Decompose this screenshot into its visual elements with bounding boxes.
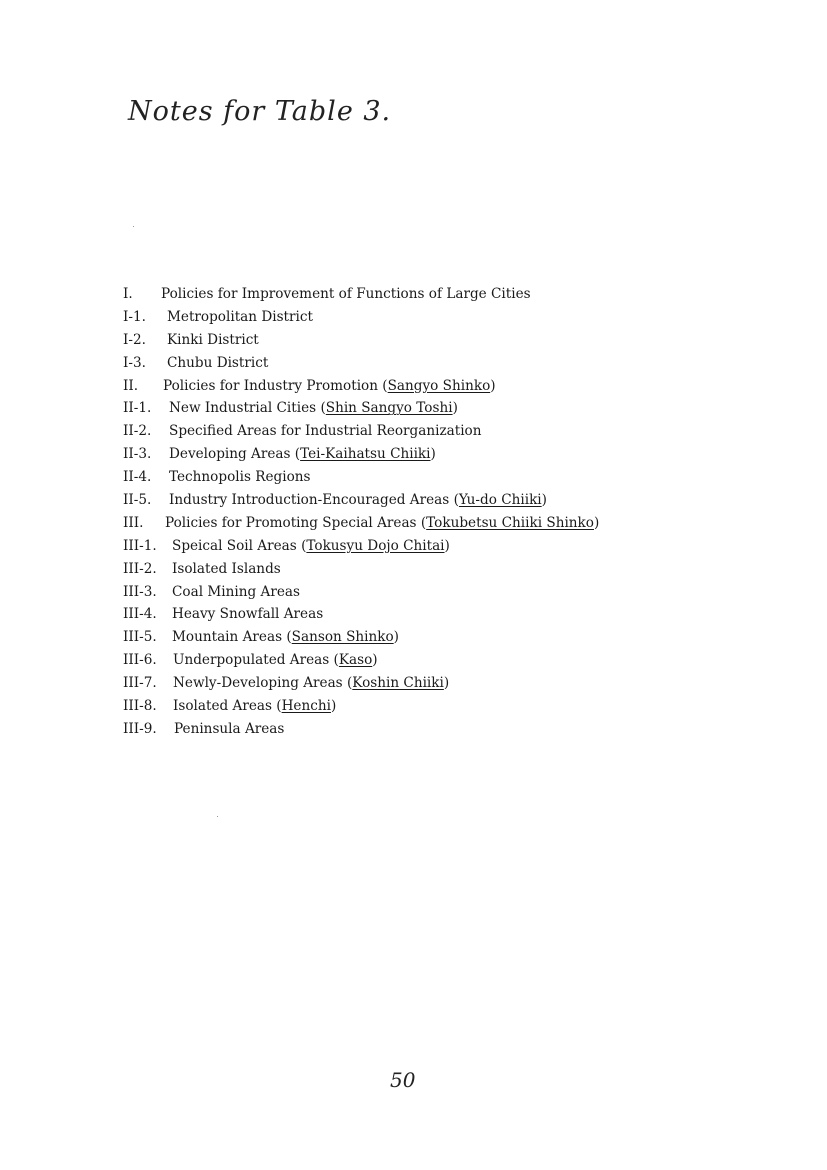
note-item bbox=[123, 672, 450, 695]
note-text: Technopolis Regions bbox=[169, 469, 311, 486]
note-code: II. bbox=[123, 377, 139, 394]
scan-speck bbox=[217, 816, 218, 817]
note-code: I-3. bbox=[123, 354, 146, 371]
note-code: III-1. bbox=[123, 537, 157, 554]
note-item bbox=[123, 283, 531, 306]
note-code: III-9. bbox=[123, 720, 157, 737]
note-code: II-5. bbox=[123, 492, 152, 509]
japanese-term: Sanson Shinko bbox=[291, 629, 394, 646]
note-text: Kinki District bbox=[167, 331, 259, 348]
note-item bbox=[123, 329, 259, 352]
note-item bbox=[123, 352, 269, 375]
note-text: Developing Areas (Tei-Kaihatsu Chiiki) bbox=[169, 446, 436, 463]
note-text: Chubu District bbox=[167, 354, 269, 371]
note-code: II-4. bbox=[123, 469, 152, 486]
note-code: II-3. bbox=[123, 446, 152, 463]
page-title: Notes for Table 3. bbox=[128, 96, 392, 127]
japanese-term: Henchi bbox=[281, 698, 331, 715]
note-text: Policies for Industry Promotion (Sangyo Shinko) bbox=[163, 377, 496, 394]
note-text: Coal Mining Areas bbox=[172, 583, 300, 600]
page-number: 50 bbox=[390, 1068, 416, 1092]
note-item bbox=[123, 397, 458, 420]
note-item bbox=[123, 558, 281, 581]
note-code: III-5. bbox=[123, 629, 157, 646]
note-text: Metropolitan District bbox=[167, 308, 313, 325]
note-code: II-2. bbox=[123, 423, 152, 440]
japanese-term: Shin Sangyo Toshi bbox=[325, 400, 453, 417]
note-code: III-3. bbox=[123, 583, 157, 600]
note-item bbox=[123, 649, 378, 672]
note-code: I. bbox=[123, 286, 133, 302]
note-item bbox=[123, 626, 399, 649]
japanese-term: Kaso bbox=[338, 652, 373, 669]
note-item bbox=[123, 306, 313, 329]
note-text: Heavy Snowfall Areas bbox=[172, 606, 324, 623]
note-text: Policies for Promoting Special Areas (Tokubetsu Chiiki Shinko) bbox=[165, 514, 600, 531]
scan-speck bbox=[133, 226, 134, 227]
note-text: Newly-Developing Areas (Koshin Chiiki) bbox=[173, 675, 450, 692]
note-code: II-1. bbox=[123, 400, 152, 417]
note-item bbox=[123, 466, 311, 489]
note-item bbox=[123, 581, 300, 604]
note-code: III-2. bbox=[123, 560, 157, 577]
notes-list bbox=[123, 283, 600, 741]
japanese-term: Tokusyu Dojo Chitai bbox=[306, 537, 445, 554]
note-item bbox=[123, 375, 496, 398]
note-item bbox=[123, 512, 600, 535]
japanese-term: Yu-do Chiiki bbox=[458, 492, 542, 509]
note-item bbox=[123, 603, 324, 626]
note-code: I-1. bbox=[123, 308, 146, 325]
japanese-term: Tei-Kaihatsu Chiiki bbox=[300, 446, 431, 463]
note-item bbox=[123, 535, 450, 558]
note-item bbox=[123, 718, 285, 741]
note-text: Isolated Areas (Henchi) bbox=[173, 698, 337, 715]
note-text: Policies for Improvement of Functions of Large Cities bbox=[161, 286, 531, 302]
note-text: Specified Areas for Industrial Reorganization bbox=[169, 423, 482, 440]
japanese-term: Sangyo Shinko bbox=[387, 377, 491, 394]
note-code: III-4. bbox=[123, 606, 157, 623]
note-code: III-6. bbox=[123, 652, 157, 669]
note-text: Speical Soil Areas (Tokusyu Dojo Chitai) bbox=[172, 537, 450, 554]
note-code: I-2. bbox=[123, 331, 146, 348]
note-code: III. bbox=[123, 514, 144, 531]
note-item bbox=[123, 443, 436, 466]
note-text: Isolated Islands bbox=[172, 560, 281, 577]
note-text: Industry Introduction-Encouraged Areas (Yu-do Chiiki) bbox=[169, 492, 547, 509]
japanese-term: Koshin Chiiki bbox=[352, 675, 444, 692]
note-item bbox=[123, 489, 547, 512]
note-item bbox=[123, 695, 337, 718]
note-code: III-7. bbox=[123, 675, 157, 692]
japanese-term: Tokubetsu Chiiki Shinko bbox=[426, 514, 594, 531]
note-code: III-8. bbox=[123, 698, 157, 715]
note-text: Peninsula Areas bbox=[174, 720, 285, 737]
note-text: New Industrial Cities (Shin Sangyo Toshi) bbox=[169, 400, 458, 417]
note-text: Mountain Areas (Sanson Shinko) bbox=[172, 629, 399, 646]
note-item bbox=[123, 420, 482, 443]
note-text: Underpopulated Areas (Kaso) bbox=[173, 652, 378, 669]
